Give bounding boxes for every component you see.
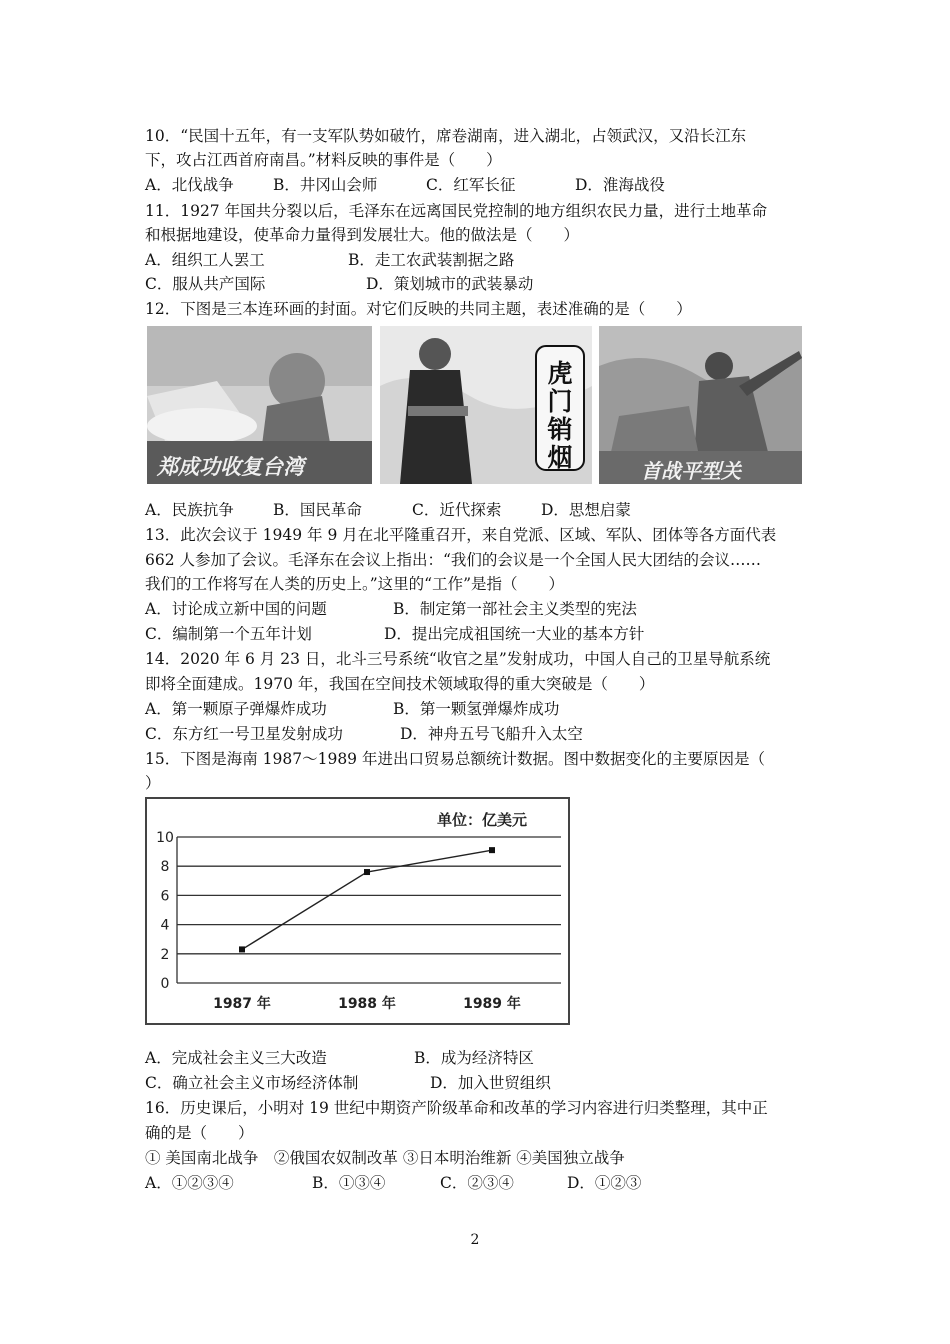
q12-line-1: 12．下图是三本连环画的封面。对它们反映的共同主题，表述准确的是（ ） [145,300,692,318]
q12-option-c[interactable]: C．近代探索 [412,501,502,519]
cover-title-1: 郑成功收复台湾 [157,454,304,479]
q12-option-a[interactable]: A．民族抗争 [145,501,234,519]
q15-option-c[interactable]: C．确立社会主义市场经济体制 [145,1074,359,1092]
q13-option-a[interactable]: A．讨论成立新中国的问题 [145,600,327,618]
comic-cover-pingxingguan [599,326,802,484]
q13-line-3: 我们的工作将写在人类的历史上。”这里的“工作”是指（ ） [145,575,565,593]
cover-title-2-char-1: 虎 [547,359,573,388]
cover-title-2-char-4: 烟 [547,443,573,472]
q15-option-b[interactable]: B．成为经济特区 [414,1049,534,1067]
q16-option-c[interactable]: C．②③④ [440,1174,514,1192]
q14-option-a[interactable]: A．第一颗原子弹爆炸成功 [145,700,327,718]
y-tick-10: 10 [156,830,174,846]
cover-title-3: 首战平型关 [641,459,741,483]
y-tick-0: 0 [160,976,170,992]
q14-line-2: 即将全面建成。1970 年，我国在空间技术领域取得的重大突破是（ ） [145,675,655,693]
q13-option-c[interactable]: C．编制第一个五年计划 [145,625,312,643]
q16-line-1: 16．历史课后，小明对 19 世纪中期资产阶级革命和改革的学习内容进行归类整理，其中正 [145,1099,768,1117]
q13-option-d[interactable]: D．提出完成祖国统一大业的基本方针 [384,625,645,643]
trade-chart [145,797,570,1025]
x-tick-label-1: 1987 年 [213,996,271,1012]
x-tick-label-2: 1988 年 [338,996,396,1012]
q14-option-b[interactable]: B．第一颗氢弹爆炸成功 [393,700,560,718]
q16-line-3: ① 美国南北战争 ②俄国农奴制改革 ③日本明治维新 ④美国独立战争 [145,1149,625,1167]
comic-cover-humen [380,326,592,484]
cover-title-2-char-2: 门 [547,387,573,416]
q15-line-2: ） [145,774,161,792]
x-tick-label-3: 1989 年 [463,996,521,1012]
y-tick-8: 8 [160,859,170,876]
y-tick-2: 2 [160,946,170,963]
q11-line-1: 11．1927 年国共分裂以后，毛泽东在远离国民党控制的地方组织农民力量，进行土地革命 [145,202,768,220]
data-point-3 [489,847,495,853]
series-line [242,850,492,949]
q10-line-1: 10．“民国十五年，有一支军队势如破竹，席卷湖南，进入湖北，占领武汉，又沿长江东 [145,127,747,145]
q12-option-d[interactable]: D．思想启蒙 [541,501,631,519]
q12-option-b[interactable]: B．国民革命 [273,501,362,519]
q11-line-2: 和根据地建设，使革命力量得到发展壮大。他的做法是（ ） [145,226,580,244]
q10-option-a[interactable]: A．北伐战争 [145,176,234,194]
page-number: 2 [470,1232,480,1248]
q14-option-c[interactable]: C．东方红一号卫星发射成功 [145,725,343,743]
q15-option-a[interactable]: A．完成社会主义三大改造 [145,1049,327,1067]
q10-option-d[interactable]: D．淮海战役 [575,176,665,194]
q10-option-b[interactable]: B．井冈山会师 [273,176,378,194]
q10-option-c[interactable]: C．红军长征 [426,176,516,194]
q14-line-1: 14．2020 年 6 月 23 日，北斗三号系统“收官之星”发射成功，中国人自己的卫星导航系统 [145,650,771,668]
q11-option-d[interactable]: D．策划城市的武装暴动 [366,275,534,293]
y-tick-6: 6 [160,888,170,905]
q11-option-b[interactable]: B．走工农武装割据之路 [348,251,515,269]
y-tick-4: 4 [160,917,170,934]
q11-option-c[interactable]: C．服从共产国际 [145,275,266,293]
data-point-2 [364,869,370,875]
q16-option-a[interactable]: A．①②③④ [145,1174,234,1192]
q16-option-b[interactable]: B．①③④ [312,1174,386,1192]
q15-option-d[interactable]: D．加入世贸组织 [430,1074,551,1092]
cover-title-2-char-3: 销 [547,415,573,444]
comic-cover-zheng-chenggong [147,326,372,484]
trade-chart-svg [147,799,568,1023]
q13-line-1: 13．此次会议于 1949 年 9 月在北平隆重召开，来自党派、区域、军队、团体等各方面代表 [145,526,777,544]
q13-line-2: 662 人参加了会议。毛泽东在会议上指出：“我们的会议是一个全国人民大团结的会议…… [145,551,761,569]
q16-line-2: 确的是（ ） [145,1124,254,1142]
q14-option-d[interactable]: D．神舟五号飞船升入太空 [400,725,583,743]
chart-unit-label: 单位：亿美元 [437,811,528,829]
data-point-1 [239,946,245,952]
q11-option-a[interactable]: A．组织工人罢工 [145,251,265,269]
q13-option-b[interactable]: B．制定第一部社会主义类型的宪法 [393,600,637,618]
q10-line-2: 下，攻占江西首府南昌。”材料反映的事件是（ ） [145,151,502,169]
q15-line-1: 15．下图是海南 1987～1989 年进出口贸易总额统计数据。图中数据变化的主要原因是（ [145,750,765,768]
q16-option-d[interactable]: D．①②③ [567,1174,642,1192]
